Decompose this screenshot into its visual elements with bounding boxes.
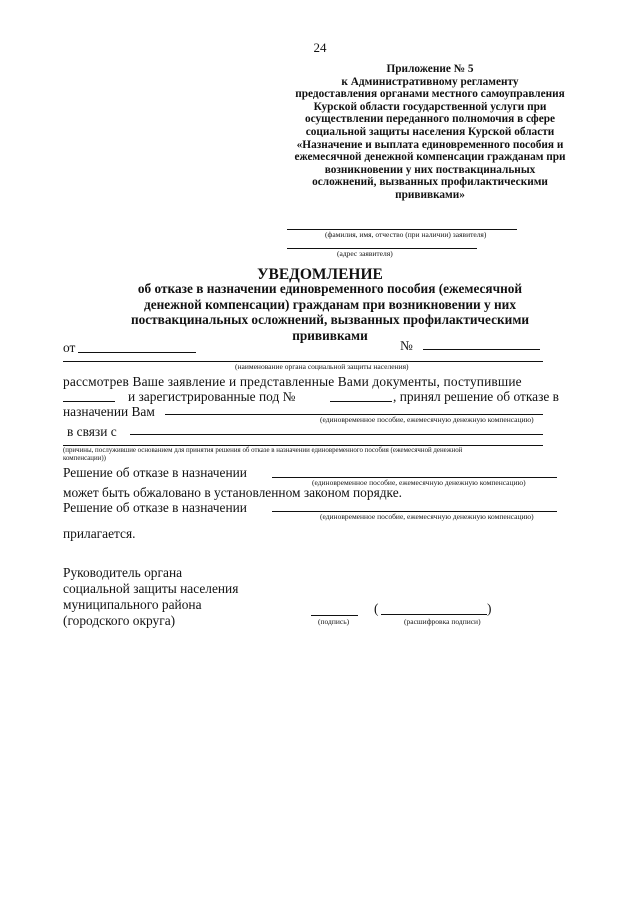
subtitle-line: об отказе в назначении единовременного пособия (ежемесячной [137, 281, 523, 296]
registration-date-field[interactable] [63, 401, 115, 402]
body-line-3: назначении Вам [63, 404, 155, 419]
signature-field[interactable] [311, 615, 358, 616]
page-number: 24 [313, 40, 327, 55]
signature-caption: (подпись) [318, 617, 350, 626]
notice-subtitle [95, 281, 565, 343]
attached-text: прилагается. [63, 526, 136, 541]
subtitle-line: денежной компенсации) гражданам при возникновении у них [144, 296, 516, 312]
reason-label: в связи с [67, 424, 117, 439]
notice-title: УВЕДОМЛЕНИЕ [257, 266, 383, 283]
close-paren: ) [487, 601, 492, 616]
appeal-text: может быть обжаловано в установленном законом порядке. [63, 485, 403, 500]
applicant-address-caption: (адрес заявителя) [337, 249, 393, 258]
date-field[interactable] [78, 352, 196, 353]
signer-block [63, 565, 238, 629]
organ-caption: (наименование органа социальной защиты населения) [235, 362, 409, 371]
decision-label-2: Решение об отказе в назначении [63, 500, 247, 515]
reason-field[interactable] [130, 434, 543, 435]
appendix-line: Приложение № 5 [386, 63, 474, 75]
subtitle-line: прививками [292, 327, 368, 343]
decryption-field[interactable] [381, 614, 487, 615]
appendix-line: «Назначение и выплата единовременного пособия и [296, 138, 564, 151]
decision-benefit-caption-2: (единовременное пособие, ежемесячную денежную компенсацию) [320, 512, 534, 521]
appendix-header [270, 63, 590, 202]
number-label: № [400, 338, 413, 353]
reason-caption: (причины, послужившие основанием для принятия решения об отказе в назначении единовременного пособия (ежемесячной денежной [63, 447, 463, 454]
decryption-caption: (расшифровка подписи) [404, 617, 481, 626]
decision-benefit-caption: (единовременное пособие, ежемесячную денежную компенсацию) [312, 478, 526, 487]
body-line-1: рассмотрев Ваше заявление и представленные Вами документы, поступившие [63, 374, 522, 389]
appendix-line: к Административному регламенту [341, 75, 519, 88]
decision-label: Решение об отказе в назначении [63, 465, 247, 480]
signer-line: социальной защиты населения [63, 581, 239, 596]
appendix-line: возникновении у них поствакцинальных [324, 163, 536, 176]
signer-line: (городского округа) [63, 613, 176, 628]
appendix-line: прививками» [395, 188, 465, 201]
benefit-caption: (единовременное пособие, ежемесячную денежную компенсацию) [320, 415, 534, 424]
number-field[interactable] [423, 349, 540, 350]
from-label: от [63, 340, 76, 355]
appendix-line: предоставления органами местного самоуправления [295, 88, 565, 101]
body-line-2b: , принял решение об отказе в [393, 389, 559, 404]
appendix-line: Курской области государственной услуги при [313, 100, 547, 113]
appendix-line: социальной защиты населения Курской области [305, 125, 555, 138]
appendix-line: ежемесячной денежной компенсации гражданам при [294, 151, 566, 164]
appendix-line: осложнений, вызванных профилактическими [312, 176, 548, 189]
body-line-2a: и зарегистрированные под № [128, 389, 296, 404]
signer-line: Руководитель органа [63, 565, 183, 580]
registration-number-field[interactable] [330, 401, 392, 402]
reason-caption-2: компенсации)) [63, 455, 106, 462]
appendix-line: осуществлении переданного полномочия в сфере [304, 113, 555, 126]
applicant-fio-caption: (фамилия, имя, отчество (при наличии) заявителя) [325, 230, 487, 239]
open-paren: ( [374, 601, 379, 616]
subtitle-line: поствакцинальных осложнений, вызванных профилактическими [130, 312, 530, 327]
signer-line: муниципального района [63, 597, 202, 612]
